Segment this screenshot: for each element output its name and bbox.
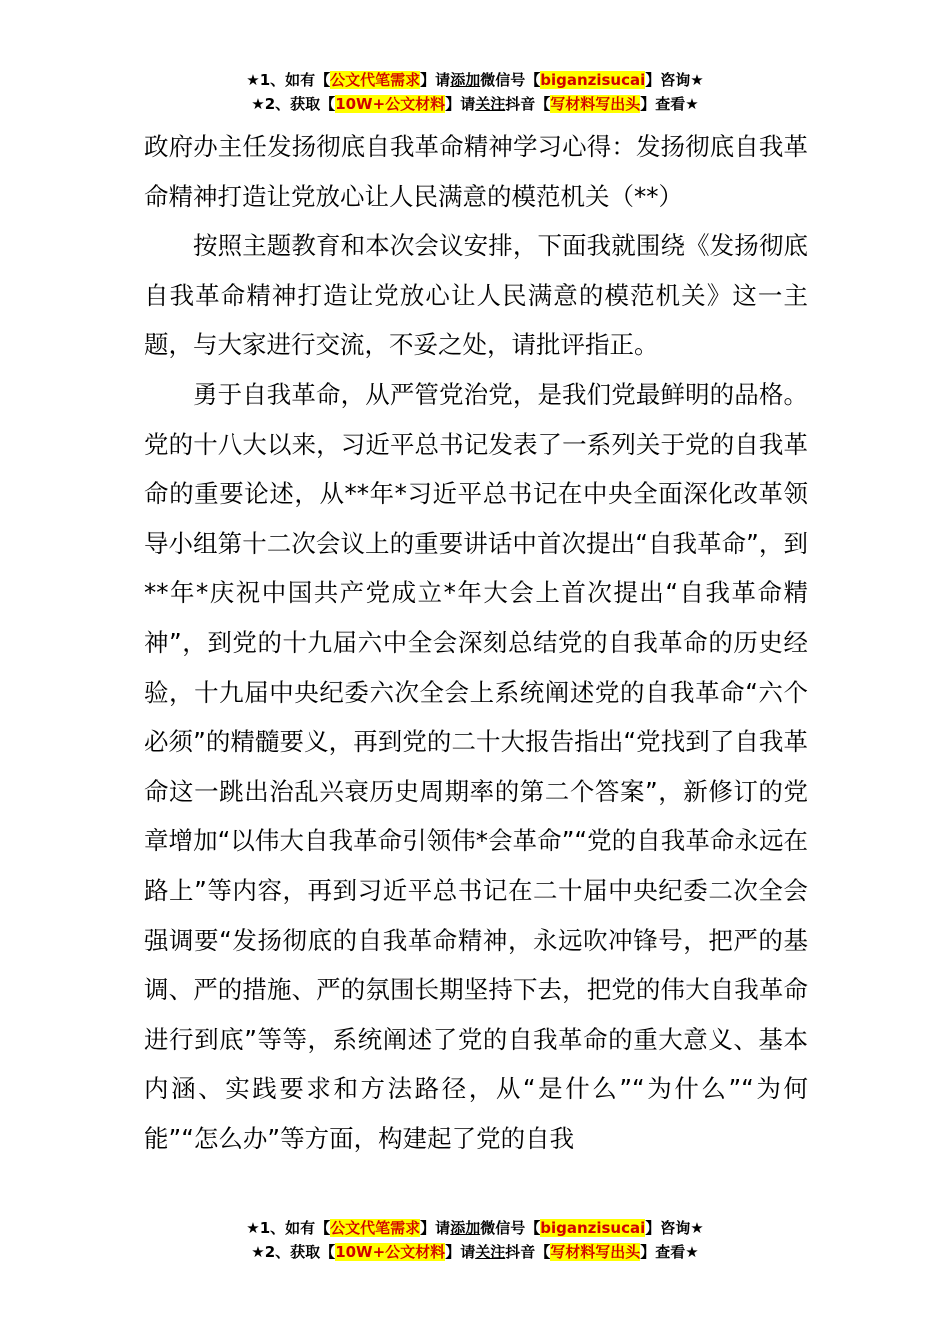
banner-text: 抖音【: [505, 1243, 551, 1261]
banner-text: 】咨询★: [645, 71, 704, 89]
banner-line-1: [0, 1216, 950, 1240]
banner-text: 】请: [445, 1243, 476, 1261]
banner-highlight: 写材料写出头: [550, 1243, 641, 1261]
document-body: [144, 122, 808, 1163]
banner-highlight: 公文代笔需求: [330, 1219, 421, 1237]
banner-text: 】请: [445, 95, 476, 113]
banner-text: 】查看★: [640, 95, 699, 113]
banner-text: ★1、如有【: [246, 1219, 331, 1237]
banner-text: ★1、如有【: [246, 71, 331, 89]
banner-text: 】请: [420, 1219, 451, 1237]
banner-highlight: 写材料写出头: [550, 95, 641, 113]
banner-highlight: biganzisucai: [540, 1219, 646, 1237]
banner-line-2: [0, 1240, 950, 1264]
banner-underlined: 关注: [475, 95, 506, 113]
paragraph-1: 按照主题教育和本次会议安排，下面我就围绕《发扬彻底自我革命精神打造让党放心让人民满意的模范机关》这一主题，与大家进行交流，不妥之处，请批评指正。: [144, 231, 808, 360]
banner-underlined: 添加: [450, 1219, 481, 1237]
banner-highlight: 10W+公文材料: [335, 1243, 446, 1261]
banner-text: 微信号【: [480, 1219, 541, 1237]
banner-text: ★2、获取【: [251, 1243, 336, 1261]
footer-banner: [0, 1216, 950, 1264]
banner-text: ★2、获取【: [251, 95, 336, 113]
banner-highlight: 公文代笔需求: [330, 71, 421, 89]
paragraph-2: 勇于自我革命，从严管党治党，是我们党最鲜明的品格。党的十八大以来，习近平总书记发表了一系列关于党的自我革命的重要论述，从**年*习近平总书记在中央全面深化改革领导小组第十二次会议上的重要讲话中首次提出“自我革命”，到**年*庆祝中国共产党成立*年大会上首次提出“自我革命精神”，到党的十九届六中全会深刻总结党的自我革命的历史经验，十九届中央纪委六次全会上系统阐述党的自我革命“六个必须”的精髓要义，再到党的二十大报告指出“党找到了自我革命这一跳出治乱兴衰历史周期率的第二个答案”，新修订的党章增加“以伟大自我革命引领伟*会革命”“党的自我革命永远在路上”等内容，再到习近平总书记在二十届中央纪委二次全会强调要“发扬彻底的自我革命精神，永远吹冲锋号，把严的基调、严的措施、严的氛围长期坚持下去，把党的伟大自我革命进行到底”等等，系统阐述了党的自我革命的重大意义、基本内涵、实践要求和方法路径，从“是什么”“为什么”“为何能”“怎么办”等方面，构建起了党的自我: [144, 379, 808, 1153]
header-banner: [0, 68, 950, 116]
banner-text: 】请: [420, 71, 451, 89]
banner-line-1: [0, 68, 950, 92]
banner-highlight: biganzisucai: [540, 71, 646, 89]
banner-text: 】查看★: [640, 1243, 699, 1261]
banner-text: 微信号【: [480, 71, 541, 89]
banner-text: 】咨询★: [645, 1219, 704, 1237]
banner-highlight: 10W+公文材料: [335, 95, 446, 113]
banner-underlined: 关注: [475, 1243, 506, 1261]
banner-text: 抖音【: [505, 95, 551, 113]
banner-underlined: 添加: [450, 71, 481, 89]
document-title: 政府办主任发扬彻底自我革命精神学习心得：发扬彻底自我革命精神打造让党放心让人民满意的模范机关（**）: [144, 132, 808, 211]
banner-line-2: [0, 92, 950, 116]
